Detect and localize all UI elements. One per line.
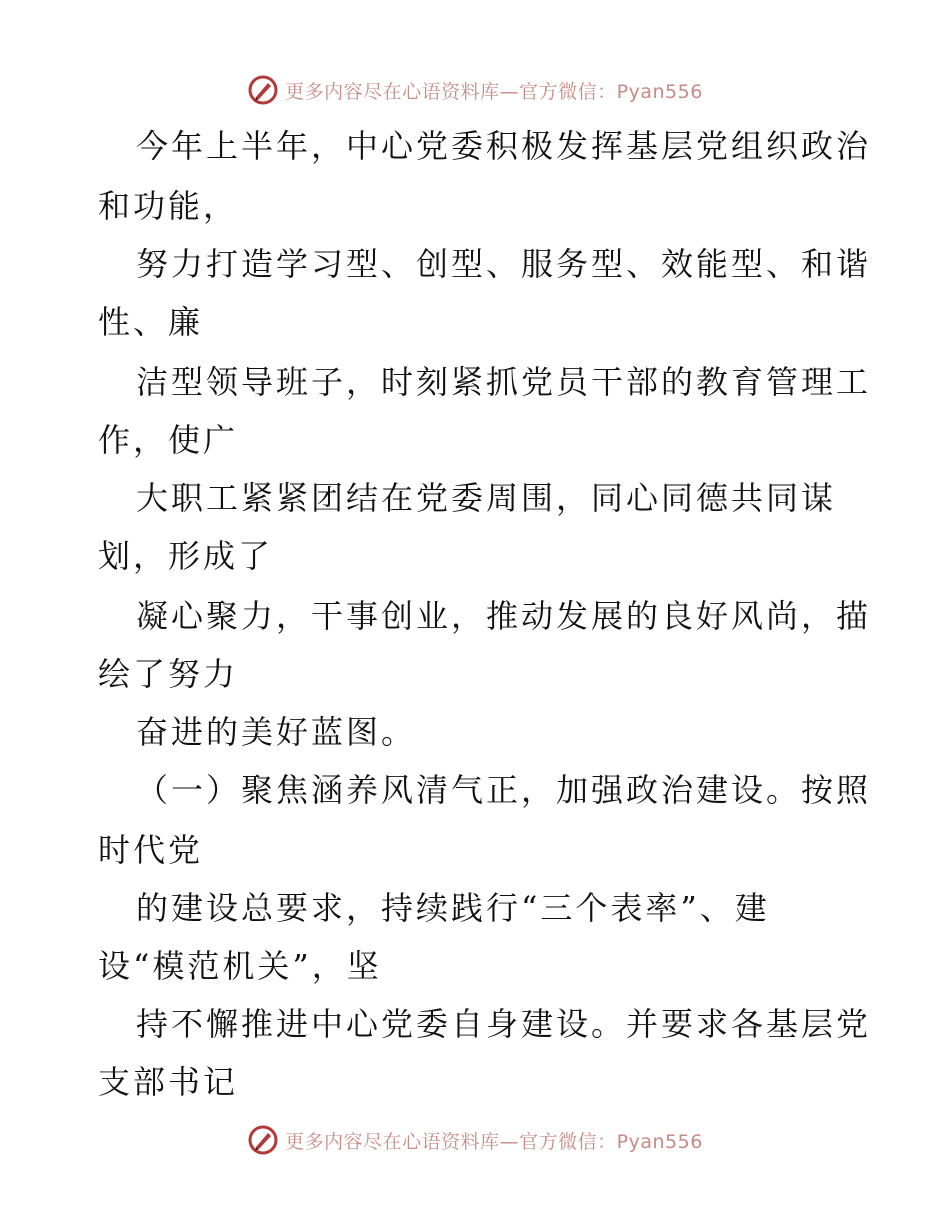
text-line: 大职工紧紧团结在党委周围，同心同德共同谋 (136, 479, 837, 517)
text-line: 划，形成了 (98, 537, 274, 575)
watermark-top (0, 72, 950, 108)
watermark-text: 更多内容尽在心语资料库—官方微信：Pyan556 (285, 80, 703, 103)
text-line: 的建设总要求，持续践行“三个表率”、建 (136, 889, 770, 927)
text-line: 支部书记 (98, 1063, 239, 1101)
text-line: 和功能， (98, 187, 239, 225)
watermark-bottom (0, 1122, 950, 1158)
text-line: 努力打造学习型、创型、服务型、效能型、和谐 (136, 245, 872, 283)
text-line: 时代党 (98, 831, 204, 869)
text-line: 凝心聚力，干事创业，推动发展的良好风尚，描 (136, 597, 872, 635)
text-line: 今年上半年，中心党委积极发挥基层党组织政治 (136, 127, 872, 165)
watermark-text: 更多内容尽在心语资料库—官方微信：Pyan556 (285, 1130, 703, 1153)
text-line: 奋进的美好蓝图。 (136, 713, 417, 751)
text-line: 洁型领导班子，时刻紧抓党员干部的教育管理工 (136, 363, 872, 401)
pen-logo-icon (247, 1124, 279, 1156)
text-line: 作，使广 (98, 421, 239, 459)
text-line: 设“模范机关”，坚 (98, 947, 382, 985)
text-line: 绘了努力 (98, 655, 239, 693)
text-line: （一）聚焦涵养风清气正，加强政治建设。按照 (136, 771, 872, 809)
pen-logo-icon (247, 74, 279, 106)
text-line: 性、廉 (98, 303, 204, 341)
text-line: 持不懈推进中心党委自身建设。并要求各基层党 (136, 1005, 872, 1043)
